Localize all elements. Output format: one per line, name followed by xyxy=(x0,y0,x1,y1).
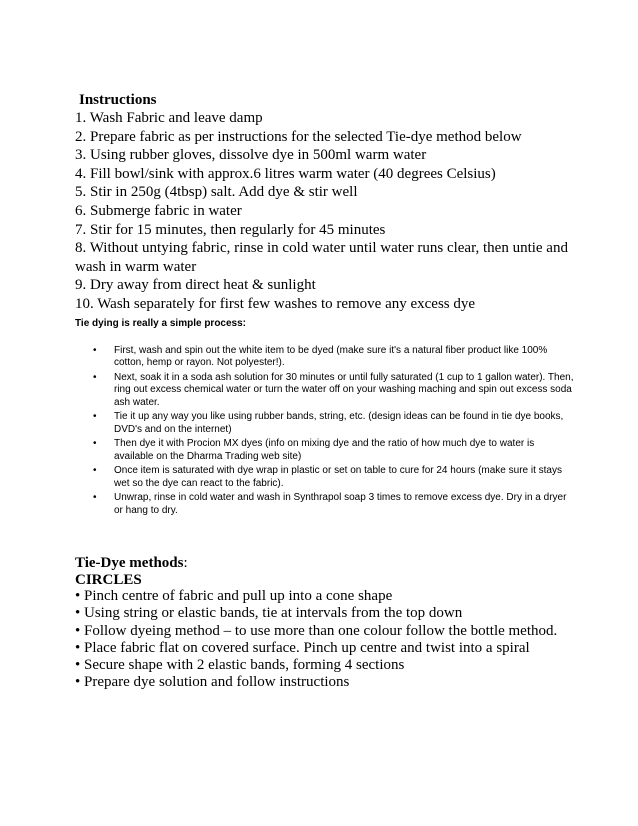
methods-heading-colon: : xyxy=(183,555,188,571)
process-item-text: First, wash and spin out the white item to be dyed (make sure it's a natural fiber product like 100% cotton, hemp or rayon. Not polyester!). xyxy=(114,345,548,369)
bullet-icon: • xyxy=(93,492,97,504)
instruction-step: 4. Fill bowl/sink with approx.6 litres warm water (40 degrees Celsius) xyxy=(75,165,496,182)
circles-item: • Prepare dye solution and follow instructions xyxy=(75,674,350,691)
bullet-icon: • xyxy=(93,372,97,383)
circles-item: • Pinch centre of fabric and pull up into a cone shape xyxy=(75,588,393,604)
process-item-text: Tie it up any way you like using rubber bands, string, etc. (design ideas can be found in tie dye books, DVD's and on the internet) xyxy=(114,411,564,435)
instruction-step: 9. Dry away from direct heat & sunlight xyxy=(75,277,316,294)
process-item xyxy=(75,492,575,517)
process-item-text: Next, soak it in a soda ash solution for 30 minutes or until fully saturated (1 cup to 1 gallon water). Then, ring out excess chemical water or turn the water off on your washing maching and spin out excess soda ash water. xyxy=(114,372,574,408)
circles-list xyxy=(75,588,595,692)
process-list xyxy=(75,345,575,519)
bullet-icon: • xyxy=(93,345,97,356)
instruction-step: 3. Using rubber gloves, dissolve dye in 500ml warm water xyxy=(75,147,427,164)
circles-item: • Follow dyeing method – to use more than one colour follow the bottle method. xyxy=(75,622,558,639)
bullet-icon: • xyxy=(93,438,97,450)
bullet-icon: • xyxy=(93,411,97,423)
process-item-text: Once item is saturated with dye wrap in plastic or set on table to cure for 24 hours (make sure it stays wet so the dye can react to the fabric). xyxy=(114,465,562,489)
process-item xyxy=(75,411,575,436)
instruction-step: 2. Prepare fabric as per instructions for the selected Tie-dye method below xyxy=(75,128,522,145)
instruction-step: 10. Wash separately for first few washes to remove any excess dye xyxy=(75,295,476,312)
instruction-step: 8. Without untying fabric, rinse in cold water until water runs clear, then untie and wash in warm water xyxy=(75,240,568,275)
circles-heading: CIRCLES xyxy=(75,572,142,588)
circles-item: • Using string or elastic bands, tie at intervals from the top down xyxy=(75,605,463,622)
bullet-icon: • xyxy=(93,465,97,477)
instruction-step: 1. Wash Fabric and leave damp xyxy=(75,110,263,126)
methods-heading-text: Tie-Dye methods xyxy=(75,555,184,571)
instruction-step: 7. Stir for 15 minutes, then regularly for 45 minutes xyxy=(75,221,386,238)
instructions-heading: Instructions xyxy=(79,92,157,108)
process-item xyxy=(75,465,575,490)
instruction-steps xyxy=(75,109,575,314)
circles-item: • Place fabric flat on covered surface. Pinch up centre and twist into a spiral xyxy=(75,639,530,656)
process-item xyxy=(75,372,575,409)
process-item-text: Then dye it with Procion MX dyes (info on mixing dye and the ratio of how much dye to water is available on the Dharma Trading web site) xyxy=(114,438,535,462)
methods-heading xyxy=(75,554,188,572)
circles-item: • Secure shape with 2 elastic bands, forming 4 sections xyxy=(75,657,405,674)
process-item xyxy=(75,345,575,370)
process-item-text: Unwrap, rinse in cold water and wash in Synthrapol soap 3 times to remove excess dye. Dry in a dryer or hang to dry. xyxy=(114,492,567,516)
process-item xyxy=(75,438,575,463)
instruction-step: 6. Submerge fabric in water xyxy=(75,202,242,219)
instruction-step: 5. Stir in 250g (4tbsp) salt. Add dye & stir well xyxy=(75,184,358,201)
process-heading: Tie dying is really a simple process: xyxy=(75,318,247,329)
